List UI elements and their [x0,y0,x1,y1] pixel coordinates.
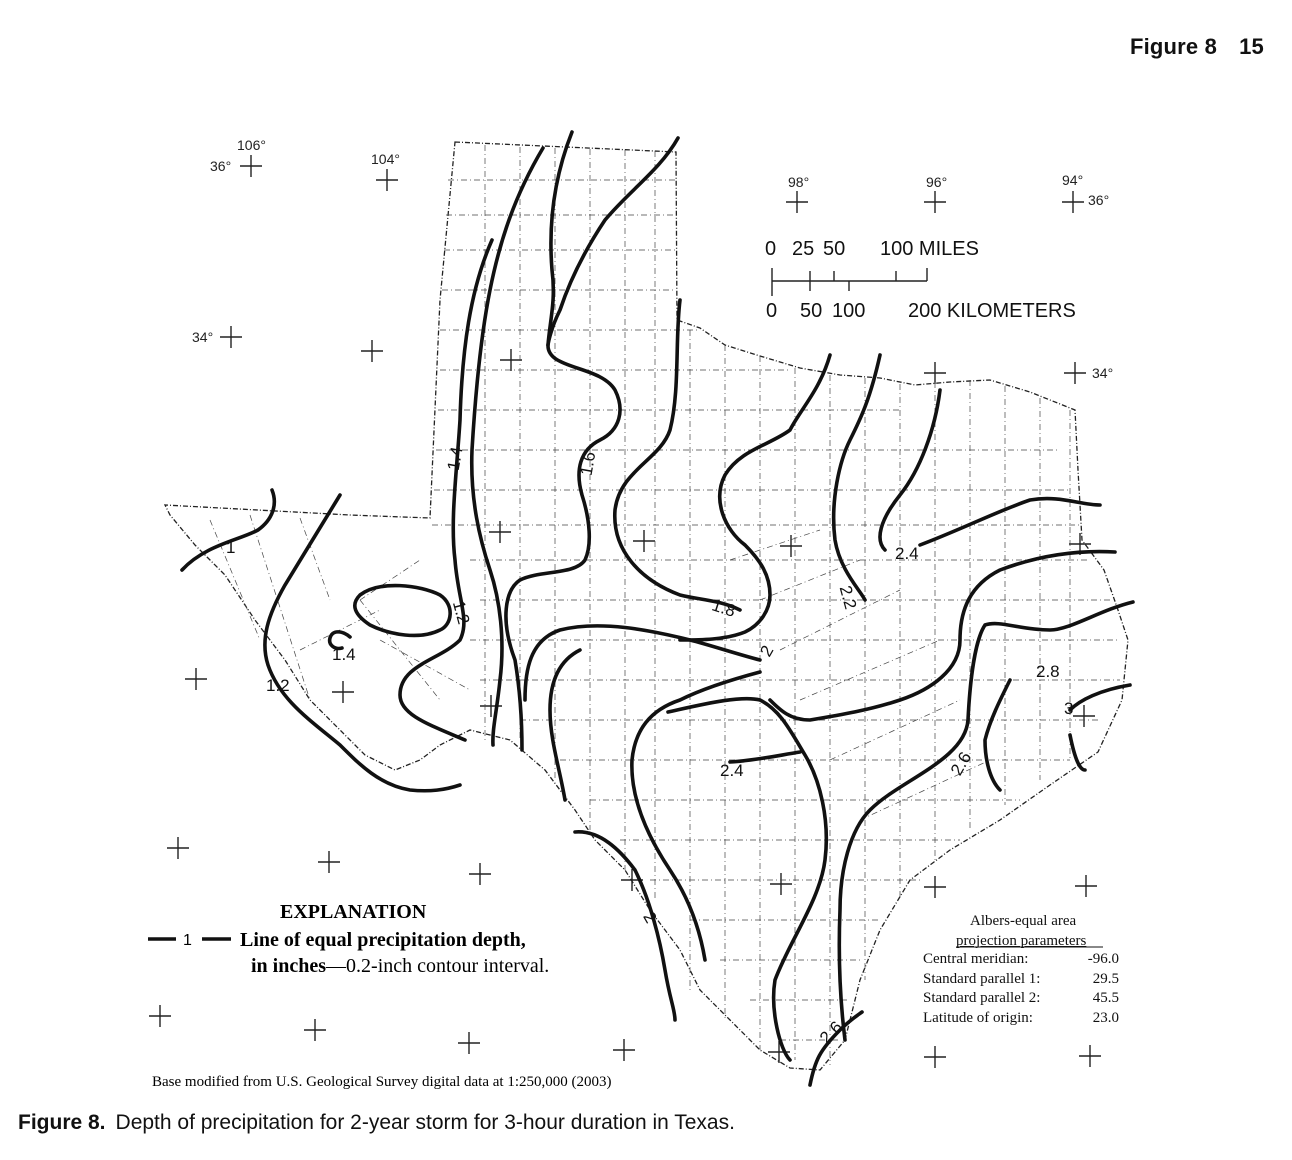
contour-label-2-4-b: 2.4 [720,761,744,780]
contour-label-3: 3 [1064,699,1074,718]
caption-text: Depth of precipitation for 2-year storm for 3-hour duration in Texas. [115,1111,735,1134]
projection-row-value: 45.5 [1092,990,1119,1006]
contour-label-2-2: 2.2 [835,583,861,612]
projection-subtitle: projection parameters [956,933,1087,949]
contour-label-2-6-b: 2.6 [815,1017,847,1048]
lat-36-east-label: 36° [1088,192,1110,208]
projection-title: Albers-equal area [970,913,1077,929]
contour-label-1-8: 1.8 [709,595,738,621]
projection-row-label: Central meridian: [923,951,1029,967]
explanation-symbol-value: 1 [183,932,192,949]
lon-104-label: 104° [371,151,400,167]
lon-98-label: 98° [788,174,810,190]
contour-label-2-6-a: 2.6 [946,748,976,779]
figure-number: Figure 8 [1129,34,1218,59]
lat-34-west-label: 34° [192,329,214,345]
projection-parameters [923,913,1119,1026]
lat-36-west-label: 36° [210,158,232,174]
projection-row-label: Latitude of origin: [923,1010,1033,1026]
scale-mi-50: 50 [823,238,846,260]
explanation-line-1: Line of equal precipitation depth, [240,929,526,951]
explanation-interval: —0.2-inch contour interval. [326,955,550,977]
explanation-legend [148,901,549,977]
projection-row-label: Standard parallel 2: [923,990,1041,1006]
contour-label-2-4-a: 2.4 [895,544,919,563]
contour-label-1-6: 1.6 [576,450,600,477]
figure-caption [18,1111,735,1135]
contour-label-2-b: 2 [639,908,661,927]
scale-mi-0: 0 [765,238,777,260]
projection-row-label: Standard parallel 1: [923,971,1041,987]
scale-km-0: 0 [766,300,778,322]
projection-row-value: -96.0 [1087,951,1119,967]
scale-km-100: 100 [832,300,866,322]
lat-34-east-label: 34° [1092,365,1114,381]
lon-96-label: 96° [926,174,948,190]
explanation-units: in inches [251,955,327,977]
contour-label-1-2-a: 1.2 [266,676,290,695]
caption-label: Figure 8. [18,1111,106,1134]
lon-94-label: 94° [1062,172,1084,188]
scale-mi-100: 100 MILES [880,238,979,260]
contour-label-2-8: 2.8 [1036,662,1060,681]
projection-row-value: 23.0 [1092,1010,1119,1026]
scale-bar [765,238,1076,322]
scale-km-200: 200 KILOMETERS [908,300,1076,322]
contour-label-2-a: 2 [756,642,778,660]
scale-km-50: 50 [800,300,823,322]
contour-label-1: 1 [226,538,236,557]
contour-label-1-2-b: 1.2 [448,598,474,627]
lon-106-label: 106° [237,137,266,153]
base-note: Base modified from U.S. Geological Survey digital data at 1:250,000 (2003) [152,1074,612,1090]
contour-label-1-4-b: 1.4 [443,445,467,472]
scale-mi-25: 25 [792,238,815,260]
contour-label-1-4-a: 1.4 [332,645,356,664]
explanation-line-2 [251,955,549,977]
projection-row-value: 29.5 [1092,971,1119,987]
page-number: 15 [1239,34,1264,59]
explanation-title: EXPLANATION [280,901,427,923]
